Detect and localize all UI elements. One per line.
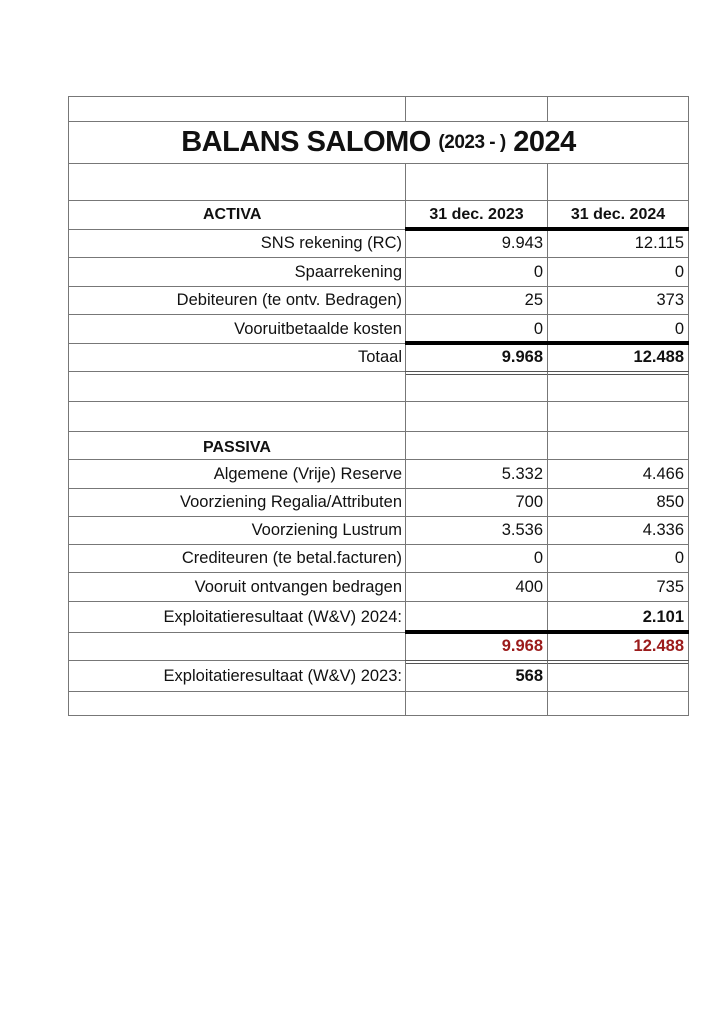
column-header-2023: 31 dec. 2023	[405, 201, 547, 229]
value-2023: 3.536	[405, 517, 547, 544]
activa-total-row	[68, 344, 689, 372]
table-row	[68, 489, 689, 517]
title-row	[68, 122, 689, 164]
row-label: SNS rekening (RC)	[68, 230, 405, 257]
blank-row	[68, 164, 689, 201]
table-row	[68, 287, 689, 315]
value-2023: 400	[405, 573, 547, 601]
cell	[405, 164, 547, 200]
row-label: Spaarrekening	[68, 258, 405, 286]
cell	[547, 692, 689, 715]
total-label: Totaal	[68, 344, 405, 371]
table-row	[68, 315, 689, 344]
row-label: Debiteuren (te ontv. Bedragen)	[68, 287, 405, 314]
value-2024: 2.101	[547, 602, 689, 632]
cell	[547, 97, 689, 121]
total-label	[68, 633, 405, 660]
value-2024: 735	[547, 573, 689, 601]
table-row	[68, 460, 689, 489]
row-label: Vooruitbetaalde kosten	[68, 315, 405, 343]
cell	[405, 432, 547, 459]
title-sub: (2023 - )	[438, 131, 506, 153]
value-2023	[405, 602, 547, 632]
cell	[547, 164, 689, 200]
value-2023: 0	[405, 258, 547, 286]
page-title	[68, 122, 689, 163]
value-2023: 700	[405, 489, 547, 516]
blank-row	[68, 96, 689, 122]
value-2024: 4.336	[547, 517, 689, 544]
cell	[405, 692, 547, 715]
value-2024: 850	[547, 489, 689, 516]
title-year: 2024	[513, 126, 576, 158]
total-2023: 9.968	[405, 633, 547, 660]
table-row	[68, 517, 689, 545]
table-row	[68, 573, 689, 602]
value-2023: 0	[405, 315, 547, 343]
blank-row	[68, 402, 689, 432]
activa-heading: ACTIVA	[68, 201, 405, 229]
total-2024: 12.488	[547, 633, 689, 660]
value-2023: 5.332	[405, 460, 547, 488]
value-2024: 373	[547, 287, 689, 314]
cell	[405, 402, 547, 431]
title-main: BALANS SALOMO	[181, 126, 431, 158]
header-row	[68, 201, 689, 230]
row-label: Voorziening Lustrum	[68, 517, 405, 544]
cell	[405, 372, 547, 401]
value-2024: 0	[547, 258, 689, 286]
value-2024: 0	[547, 315, 689, 343]
value-2023: 25	[405, 287, 547, 314]
result-2023-row	[68, 661, 689, 692]
row-label: Voorziening Regalia/Attributen	[68, 489, 405, 516]
total-2024: 12.488	[547, 344, 689, 371]
cell	[68, 164, 405, 200]
row-label: Exploitatieresultaat (W&V) 2024:	[68, 602, 405, 632]
row-label: Vooruit ontvangen bedragen	[68, 573, 405, 601]
cell	[405, 97, 547, 121]
value-2023: 568	[405, 661, 547, 691]
table-row	[68, 258, 689, 287]
value-2024: 12.115	[547, 230, 689, 257]
row-label: Exploitatieresultaat (W&V) 2023:	[68, 661, 405, 691]
cell	[547, 372, 689, 401]
cell	[547, 402, 689, 431]
total-2023: 9.968	[405, 344, 547, 371]
table-row	[68, 230, 689, 258]
value-2023: 9.943	[405, 230, 547, 257]
value-2024: 4.466	[547, 460, 689, 488]
cell	[68, 97, 405, 121]
row-label: Algemene (Vrije) Reserve	[68, 460, 405, 488]
blank-row	[68, 692, 689, 716]
column-header-2024: 31 dec. 2024	[547, 201, 689, 229]
table-row	[68, 545, 689, 573]
cell	[547, 432, 689, 459]
row-label: Crediteuren (te betal.facturen)	[68, 545, 405, 572]
cell	[68, 372, 405, 401]
cell	[68, 692, 405, 715]
value-2023: 0	[405, 545, 547, 572]
balance-sheet-table	[68, 96, 689, 716]
value-2024	[547, 661, 689, 691]
value-2024: 0	[547, 545, 689, 572]
passiva-heading: PASSIVA	[68, 432, 405, 459]
cell	[68, 402, 405, 431]
table-row	[68, 602, 689, 633]
passiva-header-row	[68, 432, 689, 460]
passiva-total-row	[68, 633, 689, 661]
blank-row	[68, 372, 689, 402]
